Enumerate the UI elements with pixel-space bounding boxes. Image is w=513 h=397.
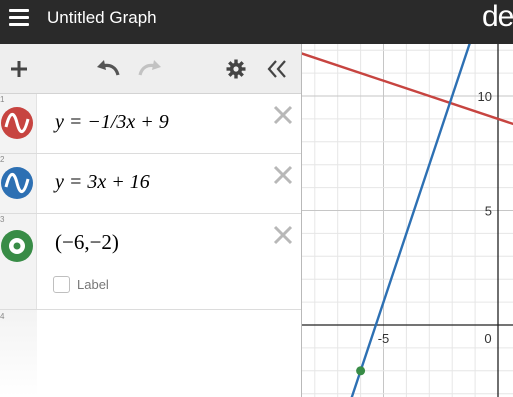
expression-row[interactable]	[0, 154, 301, 214]
brand-logo: de	[482, 0, 513, 33]
gear-icon[interactable]	[226, 59, 246, 79]
expression-gutter	[0, 154, 37, 213]
delete-icon[interactable]	[272, 224, 294, 246]
expression-gutter	[0, 310, 37, 397]
expression-row[interactable]	[0, 94, 301, 154]
expression-number: 1	[0, 95, 5, 104]
graph-svg[interactable]	[302, 44, 513, 397]
redo-icon[interactable]	[137, 58, 163, 78]
x-tick-label: 0	[484, 331, 492, 346]
red-line-plot[interactable]	[302, 44, 513, 127]
double-chevron-left-icon[interactable]	[266, 59, 288, 79]
expression-toolbar	[0, 44, 301, 94]
graph-canvas[interactable]	[302, 44, 513, 397]
expression-panel	[0, 44, 302, 397]
delete-icon[interactable]	[272, 164, 294, 186]
label-checkbox-text: Label	[77, 277, 109, 292]
delete-icon[interactable]	[272, 104, 294, 126]
expression-input[interactable]: y = −1/3x + 9	[55, 111, 169, 133]
wave-icon[interactable]	[1, 167, 33, 199]
y-tick-label: 10	[477, 89, 492, 104]
expression-input[interactable]: (−6,−2)	[55, 230, 119, 254]
plus-icon[interactable]	[9, 59, 29, 79]
expression-number: 2	[0, 155, 5, 164]
expression-number: 4	[0, 312, 5, 321]
label-checkbox[interactable]	[53, 276, 70, 293]
expression-input[interactable]: y = 3x + 16	[55, 171, 150, 193]
y-tick-label: 5	[484, 203, 492, 219]
expression-number: 3	[0, 215, 5, 224]
menu-icon[interactable]	[9, 8, 29, 28]
new-expression-row[interactable]	[0, 310, 301, 397]
expression-row[interactable]	[0, 214, 301, 310]
x-tick-label: -5	[377, 331, 390, 346]
undo-icon[interactable]	[95, 58, 121, 78]
point-icon[interactable]	[1, 230, 33, 262]
expression-gutter	[0, 214, 37, 309]
wave-icon[interactable]	[1, 107, 33, 139]
top-bar	[0, 0, 513, 44]
graph-title[interactable]: Untitled Graph	[47, 8, 157, 27]
expression-gutter	[0, 94, 37, 153]
point-marker[interactable]	[356, 366, 365, 375]
